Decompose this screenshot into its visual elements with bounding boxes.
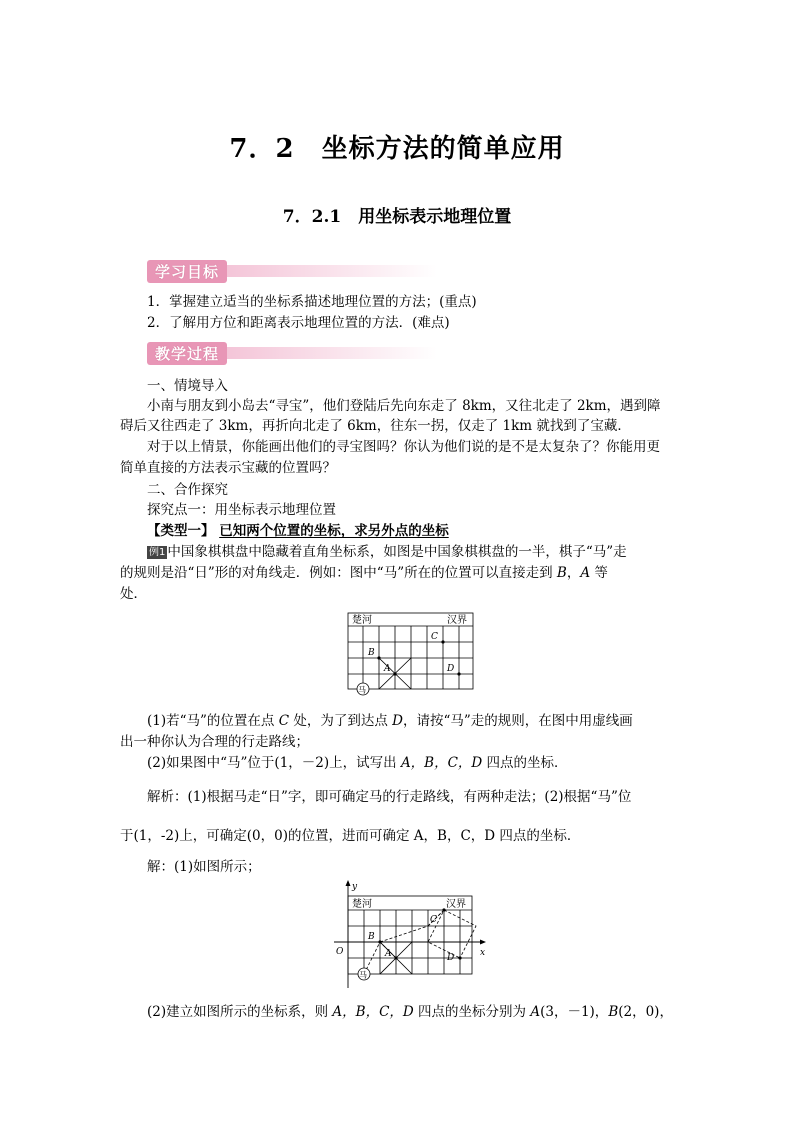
section-subtitle: 7．2.1 用坐标表示地理位置 xyxy=(282,207,512,227)
solution-line-1: 解：(1)如图所示； xyxy=(147,859,261,875)
learning-goals-tag xyxy=(147,260,437,282)
intro-line-4: 简单直接的方法表示宝藏的位置吗？ xyxy=(120,460,336,476)
question-1-line-1 xyxy=(147,711,633,731)
tag-decoration-bar xyxy=(227,347,437,359)
heading-explore: 二、合作探究 xyxy=(147,482,228,498)
teaching-process-label: 教学过程 xyxy=(147,342,227,365)
point-d-dot xyxy=(457,672,460,675)
example-line-2 xyxy=(120,563,608,583)
point-b-label: B xyxy=(368,648,375,658)
explore-point-1: 探究点一：用坐标表示地理位置 xyxy=(147,502,336,518)
intro-line-2: 碍后又往西走了 3km，再折向北走了 6km，往东一拐，仅走了 1km 就找到了宝藏． xyxy=(120,418,631,434)
river-left-label: 楚河 xyxy=(352,615,372,626)
question-1-line-2: 出一种你认为合理的行走路线； xyxy=(120,734,309,750)
solution-line-2 xyxy=(147,1002,673,1022)
example-text-1: 中国象棋棋盘中隐藏着直角坐标系，如图是中国象棋棋盘的一半，棋子“马”走 xyxy=(167,544,627,560)
q1-var-d: D xyxy=(392,713,403,729)
q1-var-c: C xyxy=(278,713,290,729)
point-c-label: C xyxy=(430,915,437,925)
sol2-var-a: A xyxy=(530,1004,541,1020)
x-axis-arrow xyxy=(480,940,486,945)
heading-intro: 一、情境导入 xyxy=(147,378,228,394)
point-a-dot xyxy=(394,956,397,959)
point-c-dot xyxy=(442,908,445,911)
q1-text-a: (1)若“马”的位置在点 xyxy=(147,713,279,729)
goal-item-1: 1．掌握建立适当的坐标系描述地理位置的方法；(重点) xyxy=(147,294,477,310)
example-var-b: B xyxy=(556,565,567,581)
example-var-a: A xyxy=(580,565,591,581)
learning-goals-label: 学习目标 xyxy=(147,260,227,283)
page-title: 7．2 坐标方法的简单应用 xyxy=(229,134,565,164)
sol2-coord-b: (2，0)， xyxy=(618,1004,673,1020)
chessboard-figure-2 xyxy=(330,878,490,990)
river-right-label: 汉界 xyxy=(447,615,467,626)
point-d-label: D xyxy=(447,953,455,963)
q1-text-e: ，请按“马”走的规则，在图中用虚线画 xyxy=(402,713,633,729)
q2-text-a: (2)如果图中“马”位于(1，－2)上，试写出 xyxy=(147,755,401,771)
point-b-dot xyxy=(378,940,381,943)
point-b-dot xyxy=(377,656,380,659)
example-comma: ， xyxy=(566,565,581,581)
point-c-label: C xyxy=(431,632,438,642)
tag-decoration-bar xyxy=(227,265,437,277)
q2-vars: A，B，C，D xyxy=(400,755,483,771)
intro-line-1: 小南与朋友到小岛去“寻宝”，他们登陆后先向东走了 8km，又往北走了 2km，遇到障 xyxy=(147,398,661,414)
point-a-label: A xyxy=(385,949,392,959)
point-c-dot xyxy=(441,640,444,643)
example-badge: 例1 xyxy=(149,547,166,558)
analysis-line-2: 于(1，-2)上，可确定(0，0)的位置，进而可确定 A，B，C，D 四点的坐标． xyxy=(120,828,581,844)
q1-text-c: 处，为了到达点 xyxy=(289,713,393,729)
type-text: 已知两个位置的坐标，求另外点的坐标 xyxy=(219,523,449,539)
horse-piece-label: 马 xyxy=(358,685,366,695)
river-right-label: 汉界 xyxy=(446,899,466,910)
sol2-text-c: 四点的坐标分别为 xyxy=(413,1004,531,1020)
river-left-label: 楚河 xyxy=(352,899,372,910)
y-axis-label: y xyxy=(352,882,358,892)
intro-line-3: 对于以上情景，你能画出他们的寻宝图吗？你认为他们说的是不是太复杂了？你能用更 xyxy=(147,439,660,455)
point-d-label: D xyxy=(447,664,455,674)
sol2-text-a: (2)建立如图所示的坐标系，则 xyxy=(147,1004,333,1020)
sol2-var-b: B xyxy=(608,1004,619,1020)
sol2-vars: A，B，C，D xyxy=(332,1004,414,1020)
point-a-label: A xyxy=(384,664,391,674)
q2-text-b: 四点的坐标． xyxy=(482,755,568,771)
point-a-dot xyxy=(393,672,396,675)
goal-item-2: 2．了解用方位和距离表示地理位置的方法．(难点) xyxy=(147,315,450,331)
chessboard-figure-1 xyxy=(343,608,478,698)
horse-piece-label: 马 xyxy=(359,970,367,980)
x-axis-label: x xyxy=(480,948,486,958)
example-line-3: 处． xyxy=(120,586,147,602)
analysis-line-1: 解析：(1)根据马走“日”字，即可确定马的行走路线，有两种走法；(2)根据“马”位 xyxy=(147,789,632,805)
teaching-process-tag xyxy=(147,342,437,364)
origin-label: O xyxy=(336,947,344,957)
point-d-dot xyxy=(458,956,461,959)
type-label: 【类型一】 xyxy=(147,523,215,539)
y-axis-arrow xyxy=(346,880,351,886)
example-text-2a: 的规则是沿“日”形的对角线走．例如：图中“马”所在的位置可以直接走到 xyxy=(120,565,557,581)
example-line-1 xyxy=(147,542,627,562)
question-2 xyxy=(147,753,568,773)
sol2-coord-a: (3，－1)， xyxy=(540,1004,609,1020)
type-heading xyxy=(147,521,449,541)
point-b-label: B xyxy=(368,932,375,942)
example-text-2e: 等 xyxy=(590,565,608,581)
